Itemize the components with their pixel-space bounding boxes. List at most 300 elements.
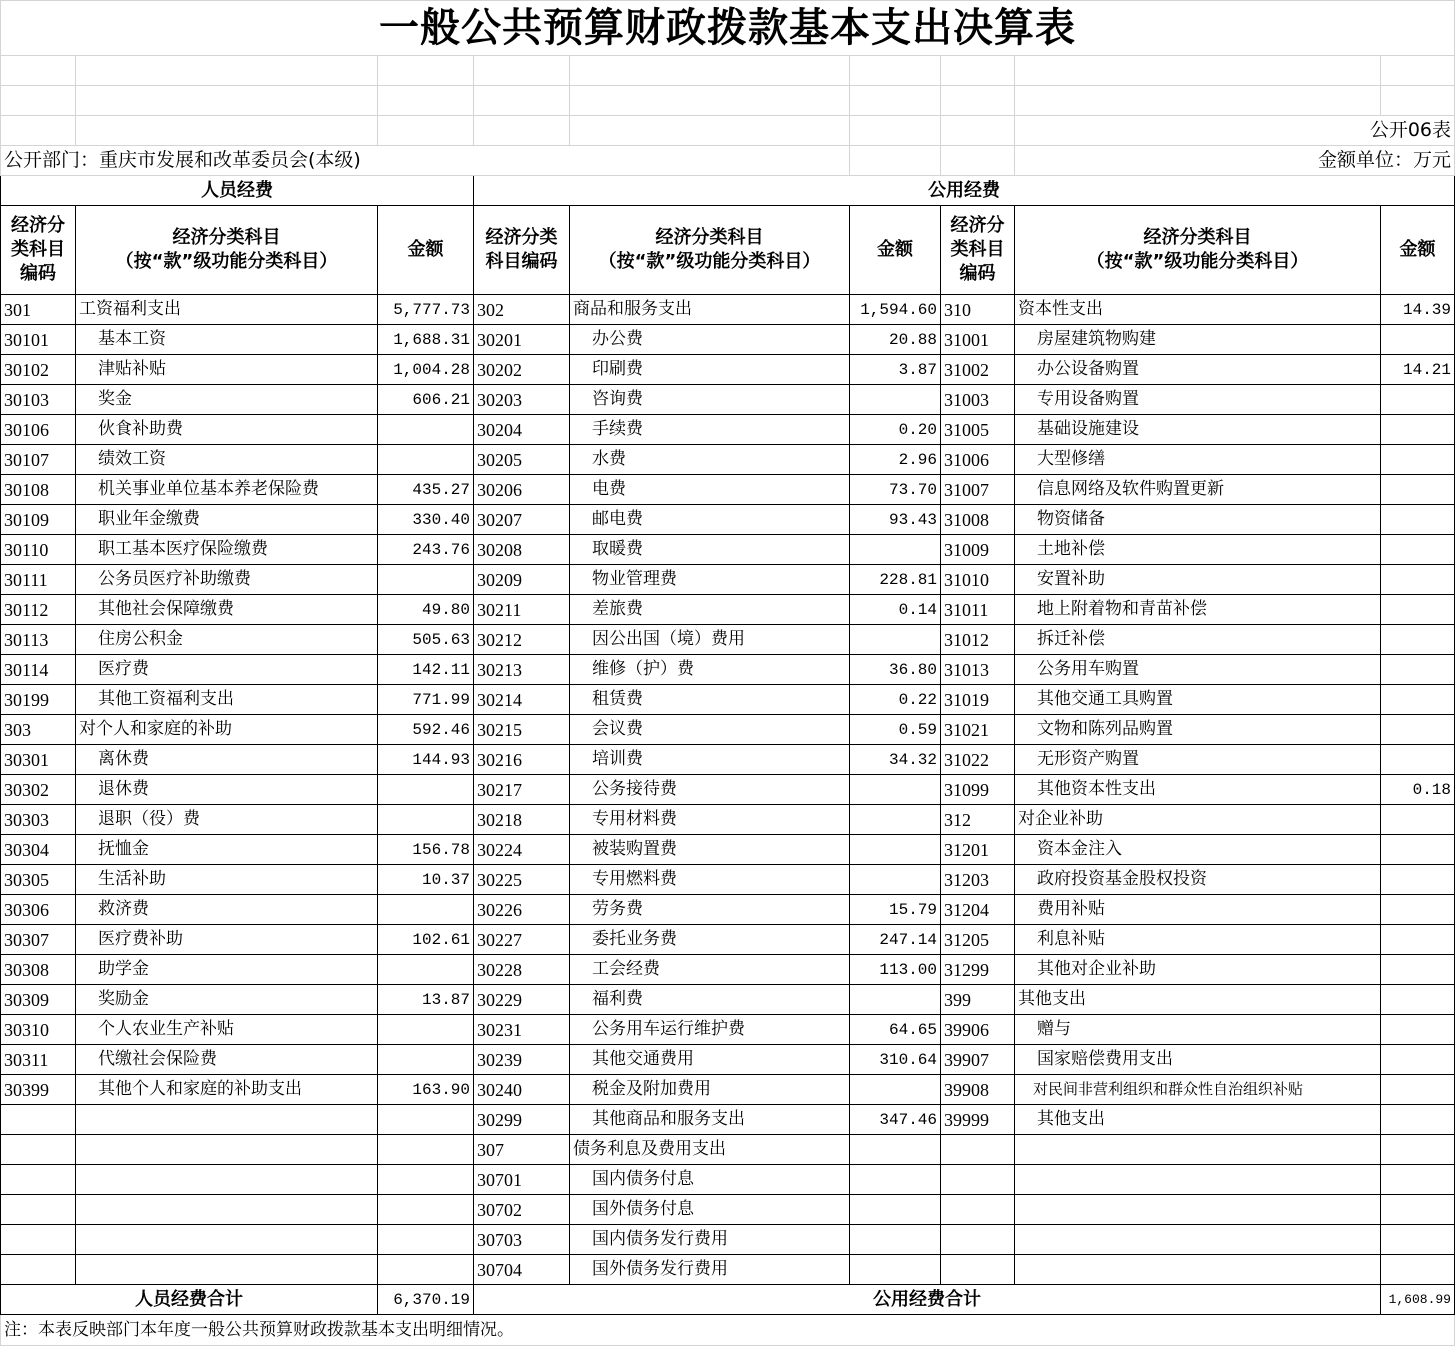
public-b-code-cell[interactable]: 31021: [941, 715, 1015, 745]
personnel-code-cell[interactable]: 30301: [1, 745, 76, 775]
personnel-item-cell[interactable]: [76, 1195, 378, 1225]
public-b-amount-cell[interactable]: [1381, 1135, 1455, 1165]
personnel-amount-cell[interactable]: 163.90: [378, 1075, 474, 1105]
public-b-code-cell[interactable]: 31022: [941, 745, 1015, 775]
public-b-code-cell[interactable]: 31204: [941, 895, 1015, 925]
personnel-item-cell[interactable]: 其他社会保障缴费: [76, 595, 378, 625]
cell[interactable]: [850, 86, 941, 116]
public-a-amount-cell[interactable]: [850, 835, 941, 865]
personnel-amount-cell[interactable]: [378, 1015, 474, 1045]
public-a-item-cell[interactable]: 会议费: [570, 715, 850, 745]
public-b-code-cell[interactable]: 31205: [941, 925, 1015, 955]
public-a-code-cell[interactable]: 30204: [474, 415, 570, 445]
public-b-item-cell[interactable]: [1015, 1255, 1381, 1285]
public-a-amount-cell[interactable]: 15.79: [850, 895, 941, 925]
public-b-code-cell[interactable]: 31007: [941, 475, 1015, 505]
personnel-item-cell[interactable]: 医疗费补助: [76, 925, 378, 955]
public-a-amount-cell[interactable]: [850, 865, 941, 895]
public-a-item-cell[interactable]: 委托业务费: [570, 925, 850, 955]
public-a-item-cell[interactable]: 物业管理费: [570, 565, 850, 595]
public-b-item-cell[interactable]: 办公设备购置: [1015, 355, 1381, 385]
public-a-code-cell[interactable]: 30704: [474, 1255, 570, 1285]
public-b-amount-cell[interactable]: [1381, 1255, 1455, 1285]
personnel-amount-cell[interactable]: 435.27: [378, 475, 474, 505]
personnel-amount-cell[interactable]: [378, 565, 474, 595]
public-a-code-cell[interactable]: 30228: [474, 955, 570, 985]
public-b-code-cell[interactable]: [941, 1135, 1015, 1165]
personnel-amount-cell[interactable]: 505.63: [378, 625, 474, 655]
public-a-item-cell[interactable]: 咨询费: [570, 385, 850, 415]
personnel-item-cell[interactable]: 其他个人和家庭的补助支出: [76, 1075, 378, 1105]
cell[interactable]: [76, 56, 378, 86]
public-b-item-cell[interactable]: 大型修缮: [1015, 445, 1381, 475]
public-b-amount-cell[interactable]: 0.18: [1381, 775, 1455, 805]
personnel-amount-cell[interactable]: 144.93: [378, 745, 474, 775]
personnel-amount-cell[interactable]: 49.80: [378, 595, 474, 625]
public-a-code-cell[interactable]: 30207: [474, 505, 570, 535]
public-a-amount-cell[interactable]: [850, 535, 941, 565]
personnel-amount-cell[interactable]: [378, 1165, 474, 1195]
public-b-item-cell[interactable]: [1015, 1165, 1381, 1195]
public-b-amount-cell[interactable]: [1381, 415, 1455, 445]
public-a-amount-cell[interactable]: [850, 1135, 941, 1165]
public-b-code-cell[interactable]: 31009: [941, 535, 1015, 565]
personnel-code-cell[interactable]: [1, 1195, 76, 1225]
public-a-item-cell[interactable]: 国外债务发行费用: [570, 1255, 850, 1285]
public-a-item-cell[interactable]: 专用燃料费: [570, 865, 850, 895]
public-b-code-cell[interactable]: 31201: [941, 835, 1015, 865]
public-a-code-cell[interactable]: 30226: [474, 895, 570, 925]
personnel-code-cell[interactable]: 30311: [1, 1045, 76, 1075]
public-b-item-cell[interactable]: 物资储备: [1015, 505, 1381, 535]
public-b-item-cell[interactable]: 国家赔偿费用支出: [1015, 1045, 1381, 1075]
personnel-amount-cell[interactable]: [378, 1135, 474, 1165]
personnel-code-cell[interactable]: [1, 1165, 76, 1195]
public-b-code-cell[interactable]: 39999: [941, 1105, 1015, 1135]
public-b-item-cell[interactable]: 拆迁补偿: [1015, 625, 1381, 655]
public-b-code-cell[interactable]: 31008: [941, 505, 1015, 535]
personnel-code-cell[interactable]: 30399: [1, 1075, 76, 1105]
public-b-amount-cell[interactable]: 14.39: [1381, 295, 1455, 325]
public-b-item-cell[interactable]: 对民间非营利组织和群众性自治组织补贴: [1015, 1075, 1381, 1105]
cell[interactable]: [570, 86, 850, 116]
public-b-item-cell[interactable]: 其他支出: [1015, 1105, 1381, 1135]
personnel-amount-cell[interactable]: [378, 445, 474, 475]
public-a-amount-cell[interactable]: 228.81: [850, 565, 941, 595]
public-a-item-cell[interactable]: 取暖费: [570, 535, 850, 565]
public-b-code-cell[interactable]: 39906: [941, 1015, 1015, 1045]
personnel-amount-cell[interactable]: 1,004.28: [378, 355, 474, 385]
public-b-amount-cell[interactable]: [1381, 715, 1455, 745]
public-b-code-cell[interactable]: 310: [941, 295, 1015, 325]
public-b-amount-cell[interactable]: [1381, 1165, 1455, 1195]
public-b-code-cell[interactable]: 31299: [941, 955, 1015, 985]
public-b-amount-cell[interactable]: [1381, 835, 1455, 865]
public-b-item-cell[interactable]: 文物和陈列品购置: [1015, 715, 1381, 745]
personnel-amount-cell[interactable]: 243.76: [378, 535, 474, 565]
public-a-amount-cell[interactable]: 247.14: [850, 925, 941, 955]
public-b-amount-cell[interactable]: [1381, 925, 1455, 955]
public-a-item-cell[interactable]: 公务用车运行维护费: [570, 1015, 850, 1045]
personnel-amount-cell[interactable]: 330.40: [378, 505, 474, 535]
public-b-code-cell[interactable]: [941, 1195, 1015, 1225]
personnel-code-cell[interactable]: [1, 1105, 76, 1135]
public-b-amount-cell[interactable]: [1381, 475, 1455, 505]
public-a-code-cell[interactable]: 30201: [474, 325, 570, 355]
public-a-item-cell[interactable]: 工会经费: [570, 955, 850, 985]
public-a-amount-cell[interactable]: 64.65: [850, 1015, 941, 1045]
public-a-code-cell[interactable]: 30225: [474, 865, 570, 895]
public-a-amount-cell[interactable]: 0.59: [850, 715, 941, 745]
public-b-item-cell[interactable]: 费用补贴: [1015, 895, 1381, 925]
public-a-code-cell[interactable]: 30216: [474, 745, 570, 775]
public-a-item-cell[interactable]: 税金及附加费用: [570, 1075, 850, 1105]
public-a-code-cell[interactable]: 30214: [474, 685, 570, 715]
cell[interactable]: [941, 116, 1015, 146]
cell[interactable]: [1, 86, 76, 116]
personnel-code-cell[interactable]: 30199: [1, 685, 76, 715]
public-a-code-cell[interactable]: 302: [474, 295, 570, 325]
public-a-code-cell[interactable]: 30240: [474, 1075, 570, 1105]
public-b-amount-cell[interactable]: [1381, 655, 1455, 685]
cell[interactable]: [474, 56, 570, 86]
cell[interactable]: [1381, 86, 1455, 116]
public-b-item-cell[interactable]: 资本性支出: [1015, 295, 1381, 325]
personnel-code-cell[interactable]: 30112: [1, 595, 76, 625]
personnel-item-cell[interactable]: [76, 1135, 378, 1165]
public-a-code-cell[interactable]: 30213: [474, 655, 570, 685]
personnel-code-cell[interactable]: 30303: [1, 805, 76, 835]
public-b-amount-cell[interactable]: [1381, 685, 1455, 715]
personnel-code-cell[interactable]: 30309: [1, 985, 76, 1015]
personnel-code-cell[interactable]: 30310: [1, 1015, 76, 1045]
public-a-code-cell[interactable]: 30701: [474, 1165, 570, 1195]
public-a-item-cell[interactable]: 其他商品和服务支出: [570, 1105, 850, 1135]
public-a-code-cell[interactable]: 30215: [474, 715, 570, 745]
public-b-amount-cell[interactable]: [1381, 1225, 1455, 1255]
public-a-amount-cell[interactable]: 113.00: [850, 955, 941, 985]
public-b-amount-cell[interactable]: [1381, 625, 1455, 655]
public-a-amount-cell[interactable]: 0.20: [850, 415, 941, 445]
public-a-code-cell[interactable]: 30206: [474, 475, 570, 505]
public-b-code-cell[interactable]: 31013: [941, 655, 1015, 685]
public-a-item-cell[interactable]: 债务利息及费用支出: [570, 1135, 850, 1165]
public-b-amount-cell[interactable]: 14.21: [1381, 355, 1455, 385]
personnel-item-cell[interactable]: 离休费: [76, 745, 378, 775]
public-b-item-cell[interactable]: 无形资产购置: [1015, 745, 1381, 775]
public-a-item-cell[interactable]: 手续费: [570, 415, 850, 445]
public-b-amount-cell[interactable]: [1381, 865, 1455, 895]
public-b-amount-cell[interactable]: [1381, 985, 1455, 1015]
cell[interactable]: [76, 86, 378, 116]
public-a-item-cell[interactable]: 维修（护）费: [570, 655, 850, 685]
personnel-code-cell[interactable]: 30107: [1, 445, 76, 475]
public-a-amount-cell[interactable]: 3.87: [850, 355, 941, 385]
public-b-amount-cell[interactable]: [1381, 955, 1455, 985]
personnel-item-cell[interactable]: 生活补助: [76, 865, 378, 895]
cell[interactable]: [941, 146, 1015, 176]
public-b-amount-cell[interactable]: [1381, 385, 1455, 415]
personnel-code-cell[interactable]: 30108: [1, 475, 76, 505]
personnel-code-cell[interactable]: 30106: [1, 415, 76, 445]
public-a-code-cell[interactable]: 30239: [474, 1045, 570, 1075]
cell[interactable]: [474, 86, 570, 116]
personnel-amount-cell[interactable]: 771.99: [378, 685, 474, 715]
public-a-amount-cell[interactable]: 347.46: [850, 1105, 941, 1135]
public-b-item-cell[interactable]: [1015, 1135, 1381, 1165]
public-b-item-cell[interactable]: 专用设备购置: [1015, 385, 1381, 415]
public-b-code-cell[interactable]: 39908: [941, 1075, 1015, 1105]
public-a-item-cell[interactable]: 租赁费: [570, 685, 850, 715]
cell[interactable]: [1015, 86, 1381, 116]
public-b-amount-cell[interactable]: [1381, 745, 1455, 775]
cell[interactable]: [941, 86, 1015, 116]
public-b-item-cell[interactable]: 政府投资基金股权投资: [1015, 865, 1381, 895]
personnel-amount-cell[interactable]: [378, 1225, 474, 1255]
personnel-amount-cell[interactable]: [378, 1195, 474, 1225]
personnel-code-cell[interactable]: 30114: [1, 655, 76, 685]
public-a-item-cell[interactable]: 因公出国（境）费用: [570, 625, 850, 655]
public-b-item-cell[interactable]: 安置补助: [1015, 565, 1381, 595]
public-b-code-cell[interactable]: 31002: [941, 355, 1015, 385]
personnel-item-cell[interactable]: 基本工资: [76, 325, 378, 355]
personnel-item-cell[interactable]: [76, 1105, 378, 1135]
public-b-item-cell[interactable]: 土地补偿: [1015, 535, 1381, 565]
personnel-amount-cell[interactable]: 156.78: [378, 835, 474, 865]
personnel-amount-cell[interactable]: 606.21: [378, 385, 474, 415]
public-b-amount-cell[interactable]: [1381, 325, 1455, 355]
public-b-amount-cell[interactable]: [1381, 1045, 1455, 1075]
public-b-amount-cell[interactable]: [1381, 1075, 1455, 1105]
cell[interactable]: [378, 56, 474, 86]
personnel-amount-cell[interactable]: [378, 775, 474, 805]
public-b-amount-cell[interactable]: [1381, 1195, 1455, 1225]
public-a-code-cell[interactable]: 30231: [474, 1015, 570, 1045]
personnel-amount-cell[interactable]: [378, 1105, 474, 1135]
public-b-amount-cell[interactable]: [1381, 505, 1455, 535]
public-b-code-cell[interactable]: [941, 1225, 1015, 1255]
cell[interactable]: [941, 56, 1015, 86]
public-a-amount-cell[interactable]: [850, 1255, 941, 1285]
public-a-amount-cell[interactable]: 1,594.60: [850, 295, 941, 325]
personnel-item-cell[interactable]: [76, 1165, 378, 1195]
public-a-item-cell[interactable]: 公务接待费: [570, 775, 850, 805]
personnel-amount-cell[interactable]: [378, 1255, 474, 1285]
personnel-item-cell[interactable]: 其他工资福利支出: [76, 685, 378, 715]
public-a-amount-cell[interactable]: [850, 1195, 941, 1225]
personnel-item-cell[interactable]: 奖励金: [76, 985, 378, 1015]
personnel-amount-cell[interactable]: [378, 895, 474, 925]
public-a-code-cell[interactable]: 30227: [474, 925, 570, 955]
public-a-item-cell[interactable]: 差旅费: [570, 595, 850, 625]
public-a-amount-cell[interactable]: 93.43: [850, 505, 941, 535]
public-a-item-cell[interactable]: 其他交通费用: [570, 1045, 850, 1075]
personnel-code-cell[interactable]: [1, 1135, 76, 1165]
public-a-code-cell[interactable]: 30299: [474, 1105, 570, 1135]
cell[interactable]: [378, 116, 474, 146]
public-a-item-cell[interactable]: 邮电费: [570, 505, 850, 535]
personnel-code-cell[interactable]: 30103: [1, 385, 76, 415]
personnel-code-cell[interactable]: 30101: [1, 325, 76, 355]
cell[interactable]: [1381, 56, 1455, 86]
public-a-amount-cell[interactable]: 0.14: [850, 595, 941, 625]
public-a-code-cell[interactable]: 30202: [474, 355, 570, 385]
public-a-amount-cell[interactable]: [850, 1165, 941, 1195]
public-a-amount-cell[interactable]: [850, 985, 941, 1015]
personnel-item-cell[interactable]: 工资福利支出: [76, 295, 378, 325]
personnel-item-cell[interactable]: 助学金: [76, 955, 378, 985]
public-b-amount-cell[interactable]: [1381, 1105, 1455, 1135]
public-b-item-cell[interactable]: 房屋建筑物购建: [1015, 325, 1381, 355]
personnel-item-cell[interactable]: 津贴补贴: [76, 355, 378, 385]
public-b-code-cell[interactable]: 31005: [941, 415, 1015, 445]
public-b-amount-cell[interactable]: [1381, 1015, 1455, 1045]
public-b-amount-cell[interactable]: [1381, 445, 1455, 475]
cell[interactable]: [1, 116, 76, 146]
personnel-code-cell[interactable]: 30307: [1, 925, 76, 955]
personnel-code-cell[interactable]: [1, 1225, 76, 1255]
public-b-item-cell[interactable]: 其他资本性支出: [1015, 775, 1381, 805]
public-b-item-cell[interactable]: 资本金注入: [1015, 835, 1381, 865]
personnel-item-cell[interactable]: 奖金: [76, 385, 378, 415]
public-a-item-cell[interactable]: 被装购置费: [570, 835, 850, 865]
personnel-amount-cell[interactable]: [378, 415, 474, 445]
public-b-item-cell[interactable]: 其他交通工具购置: [1015, 685, 1381, 715]
personnel-item-cell[interactable]: 机关事业单位基本养老保险费: [76, 475, 378, 505]
public-a-code-cell[interactable]: 30209: [474, 565, 570, 595]
public-a-amount-cell[interactable]: [850, 1075, 941, 1105]
personnel-code-cell[interactable]: 30113: [1, 625, 76, 655]
public-b-item-cell[interactable]: 公务用车购置: [1015, 655, 1381, 685]
personnel-code-cell[interactable]: 301: [1, 295, 76, 325]
personnel-code-cell[interactable]: 30102: [1, 355, 76, 385]
public-a-item-cell[interactable]: 商品和服务支出: [570, 295, 850, 325]
public-a-code-cell[interactable]: 30205: [474, 445, 570, 475]
personnel-amount-cell[interactable]: [378, 1045, 474, 1075]
personnel-code-cell[interactable]: 30304: [1, 835, 76, 865]
public-b-code-cell[interactable]: 31011: [941, 595, 1015, 625]
public-b-item-cell[interactable]: 赠与: [1015, 1015, 1381, 1045]
personnel-item-cell[interactable]: [76, 1255, 378, 1285]
public-a-amount-cell[interactable]: 34.32: [850, 745, 941, 775]
cell[interactable]: [570, 116, 850, 146]
cell[interactable]: [474, 116, 570, 146]
public-a-amount-cell[interactable]: 0.22: [850, 685, 941, 715]
public-b-item-cell[interactable]: 信息网络及软件购置更新: [1015, 475, 1381, 505]
public-b-code-cell[interactable]: [941, 1165, 1015, 1195]
cell[interactable]: [850, 146, 941, 176]
personnel-item-cell[interactable]: 对个人和家庭的补助: [76, 715, 378, 745]
public-a-code-cell[interactable]: 30208: [474, 535, 570, 565]
personnel-item-cell[interactable]: 救济费: [76, 895, 378, 925]
public-b-item-cell[interactable]: 利息补贴: [1015, 925, 1381, 955]
personnel-item-cell[interactable]: 医疗费: [76, 655, 378, 685]
personnel-code-cell[interactable]: 303: [1, 715, 76, 745]
cell[interactable]: [378, 86, 474, 116]
public-a-item-cell[interactable]: 水费: [570, 445, 850, 475]
personnel-item-cell[interactable]: 个人农业生产补贴: [76, 1015, 378, 1045]
public-a-amount-cell[interactable]: 73.70: [850, 475, 941, 505]
personnel-amount-cell[interactable]: 592.46: [378, 715, 474, 745]
personnel-item-cell[interactable]: 职业年金缴费: [76, 505, 378, 535]
personnel-item-cell[interactable]: 绩效工资: [76, 445, 378, 475]
public-b-amount-cell[interactable]: [1381, 805, 1455, 835]
public-a-amount-cell[interactable]: [850, 805, 941, 835]
public-b-item-cell[interactable]: 其他支出: [1015, 985, 1381, 1015]
public-b-code-cell[interactable]: 399: [941, 985, 1015, 1015]
public-b-item-cell[interactable]: [1015, 1195, 1381, 1225]
public-a-code-cell[interactable]: 30212: [474, 625, 570, 655]
public-b-code-cell[interactable]: 31010: [941, 565, 1015, 595]
personnel-item-cell[interactable]: 退职（役）费: [76, 805, 378, 835]
personnel-item-cell[interactable]: 公务员医疗补助缴费: [76, 565, 378, 595]
personnel-item-cell[interactable]: 伙食补助费: [76, 415, 378, 445]
public-a-code-cell[interactable]: 30224: [474, 835, 570, 865]
public-b-code-cell[interactable]: 39907: [941, 1045, 1015, 1075]
personnel-amount-cell[interactable]: 142.11: [378, 655, 474, 685]
public-b-amount-cell[interactable]: [1381, 595, 1455, 625]
cell[interactable]: [850, 116, 941, 146]
public-b-code-cell[interactable]: [941, 1255, 1015, 1285]
public-b-item-cell[interactable]: 基础设施建设: [1015, 415, 1381, 445]
personnel-item-cell[interactable]: 代缴社会保险费: [76, 1045, 378, 1075]
public-b-code-cell[interactable]: 31006: [941, 445, 1015, 475]
public-a-item-cell[interactable]: 福利费: [570, 985, 850, 1015]
public-b-amount-cell[interactable]: [1381, 895, 1455, 925]
personnel-amount-cell[interactable]: [378, 805, 474, 835]
public-a-amount-cell[interactable]: [850, 625, 941, 655]
personnel-item-cell[interactable]: 退休费: [76, 775, 378, 805]
personnel-amount-cell[interactable]: 5,777.73: [378, 295, 474, 325]
public-b-code-cell[interactable]: 31003: [941, 385, 1015, 415]
personnel-item-cell[interactable]: 抚恤金: [76, 835, 378, 865]
personnel-amount-cell[interactable]: 1,688.31: [378, 325, 474, 355]
public-a-item-cell[interactable]: 国内债务发行费用: [570, 1225, 850, 1255]
personnel-code-cell[interactable]: [1, 1255, 76, 1285]
personnel-code-cell[interactable]: 30110: [1, 535, 76, 565]
public-b-code-cell[interactable]: 31203: [941, 865, 1015, 895]
personnel-amount-cell[interactable]: [378, 955, 474, 985]
cell[interactable]: [570, 56, 850, 86]
public-b-code-cell[interactable]: 31099: [941, 775, 1015, 805]
public-a-amount-cell[interactable]: 36.80: [850, 655, 941, 685]
public-a-code-cell[interactable]: 30229: [474, 985, 570, 1015]
public-a-code-cell[interactable]: 30203: [474, 385, 570, 415]
personnel-code-cell[interactable]: 30305: [1, 865, 76, 895]
public-b-amount-cell[interactable]: [1381, 535, 1455, 565]
public-a-amount-cell[interactable]: [850, 1225, 941, 1255]
public-a-item-cell[interactable]: 印刷费: [570, 355, 850, 385]
personnel-amount-cell[interactable]: 10.37: [378, 865, 474, 895]
public-b-item-cell[interactable]: 对企业补助: [1015, 805, 1381, 835]
personnel-code-cell[interactable]: 30302: [1, 775, 76, 805]
public-b-code-cell[interactable]: 31019: [941, 685, 1015, 715]
personnel-code-cell[interactable]: 30111: [1, 565, 76, 595]
public-a-amount-cell[interactable]: 20.88: [850, 325, 941, 355]
public-b-code-cell[interactable]: 31012: [941, 625, 1015, 655]
public-a-code-cell[interactable]: 30218: [474, 805, 570, 835]
cell[interactable]: [1, 56, 76, 86]
public-b-item-cell[interactable]: 其他对企业补助: [1015, 955, 1381, 985]
public-a-code-cell[interactable]: 30211: [474, 595, 570, 625]
public-a-code-cell[interactable]: 30703: [474, 1225, 570, 1255]
public-a-item-cell[interactable]: 国外债务付息: [570, 1195, 850, 1225]
personnel-code-cell[interactable]: 30306: [1, 895, 76, 925]
personnel-item-cell[interactable]: 住房公积金: [76, 625, 378, 655]
public-a-code-cell[interactable]: 30702: [474, 1195, 570, 1225]
public-a-code-cell[interactable]: 307: [474, 1135, 570, 1165]
public-a-item-cell[interactable]: 国内债务付息: [570, 1165, 850, 1195]
